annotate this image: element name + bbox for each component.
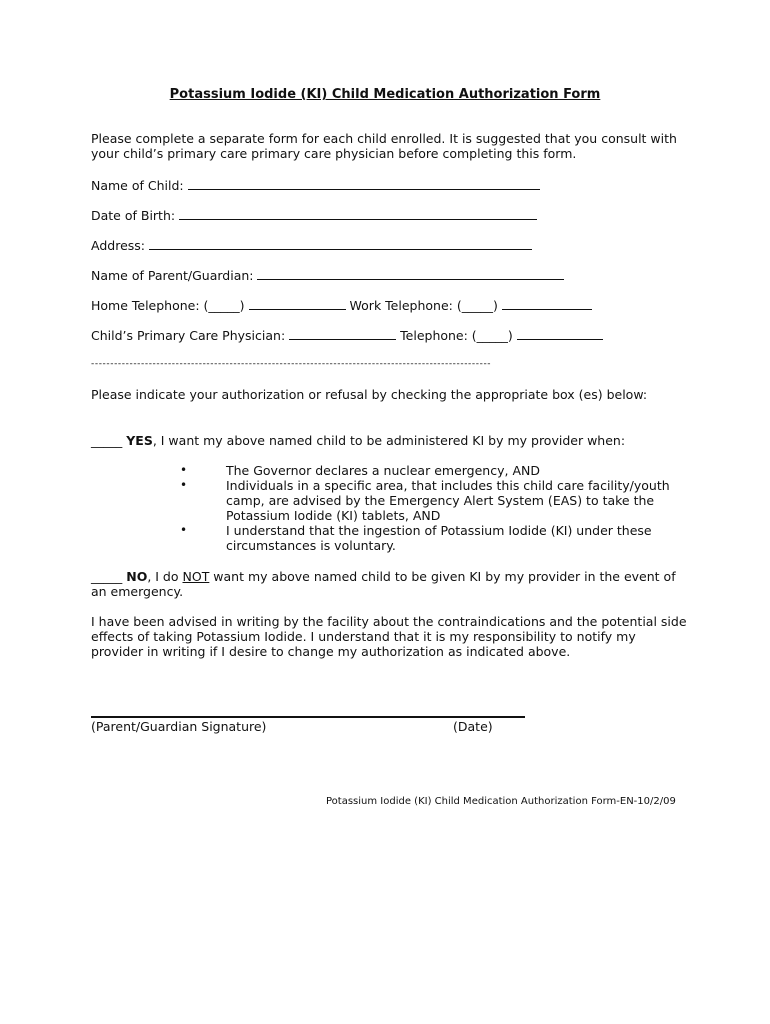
bullet-icon: •	[180, 478, 188, 492]
address-row	[91, 237, 532, 253]
form-footer: Potassium Iodide (KI) Child Medication Authorization Form-EN-10/2/09	[326, 796, 676, 807]
parent-name-row	[91, 267, 564, 283]
yes-label: YES	[126, 433, 153, 448]
parent-name-label: Name of Parent/Guardian:	[91, 268, 254, 283]
yes-text: , I want my above named child to be administered KI by my provider when:	[152, 433, 626, 448]
phone-row	[91, 297, 592, 313]
work-phone-field[interactable]	[502, 297, 592, 310]
child-name-label: Name of Child:	[91, 178, 184, 193]
yes-option	[91, 433, 625, 448]
intro-text: Please complete a separate form for each child enrolled. It is suggested that you consult with your child’s primary care primary care physician before completing this form.	[91, 131, 677, 161]
physician-phone-field[interactable]	[517, 327, 603, 340]
advisory-text: I have been advised in writing by the facility about the contraindications and the potential side effects of taking Potassium Iodide. I understand that it is my responsibility to notify my provider in writing if I desire to change my authorization as indicated above.	[91, 614, 687, 659]
separator: --------------------------------------------------------------------------------------------------------	[91, 359, 492, 369]
dob-label: Date of Birth:	[91, 208, 176, 223]
no-option: _____ NO, I do NOT want my above named child to be given KI by my provider in the event of an emergency.	[91, 569, 676, 599]
home-phone-label: Home Telephone: (_____)	[91, 298, 245, 313]
parent-name-field[interactable]	[257, 267, 564, 280]
dob-row	[91, 207, 537, 223]
list-item: • The Governor declares a nuclear emergency, AND	[180, 463, 540, 478]
form-title: Potassium Iodide (KI) Child Medication Authorization Form	[169, 87, 601, 102]
bullet-icon: •	[180, 463, 188, 477]
bullet-icon: •	[180, 523, 188, 537]
home-phone-field[interactable]	[249, 297, 346, 310]
dob-field[interactable]	[179, 207, 537, 220]
yes-checkbox-blank[interactable]: _____	[91, 433, 123, 448]
physician-label: Child’s Primary Care Physician:	[91, 328, 286, 343]
signature-line[interactable]	[91, 716, 525, 718]
address-field[interactable]	[149, 237, 532, 250]
signature-label: (Parent/Guardian Signature)	[91, 719, 267, 734]
child-name-row	[91, 177, 540, 193]
conditions-list	[0, 463, 770, 553]
physician-field[interactable]	[289, 327, 396, 340]
not-emphasis: NOT	[182, 569, 210, 584]
work-phone-label: Work Telephone: (_____)	[349, 298, 498, 313]
list-item: • I understand that the ingestion of Potassium Iodide (KI) under these circumstances is voluntary.	[180, 523, 652, 553]
no-label: NO	[126, 569, 148, 584]
physician-phone-label: Telephone: (_____)	[400, 328, 513, 343]
list-item: • Individuals in a specific area, that includes this child care facility/youth camp, are advised by the Emergency Alert System (EAS) to take the Potassium Iodide (KI) tablets, AND	[180, 478, 670, 523]
no-checkbox-blank[interactable]: _____	[91, 569, 123, 584]
address-label: Address:	[91, 238, 145, 253]
instruction-text: Please indicate your authorization or refusal by checking the appropriate box (es) below:	[91, 387, 648, 402]
physician-row	[91, 327, 603, 343]
child-name-field[interactable]	[188, 177, 540, 190]
date-label: (Date)	[453, 719, 493, 734]
